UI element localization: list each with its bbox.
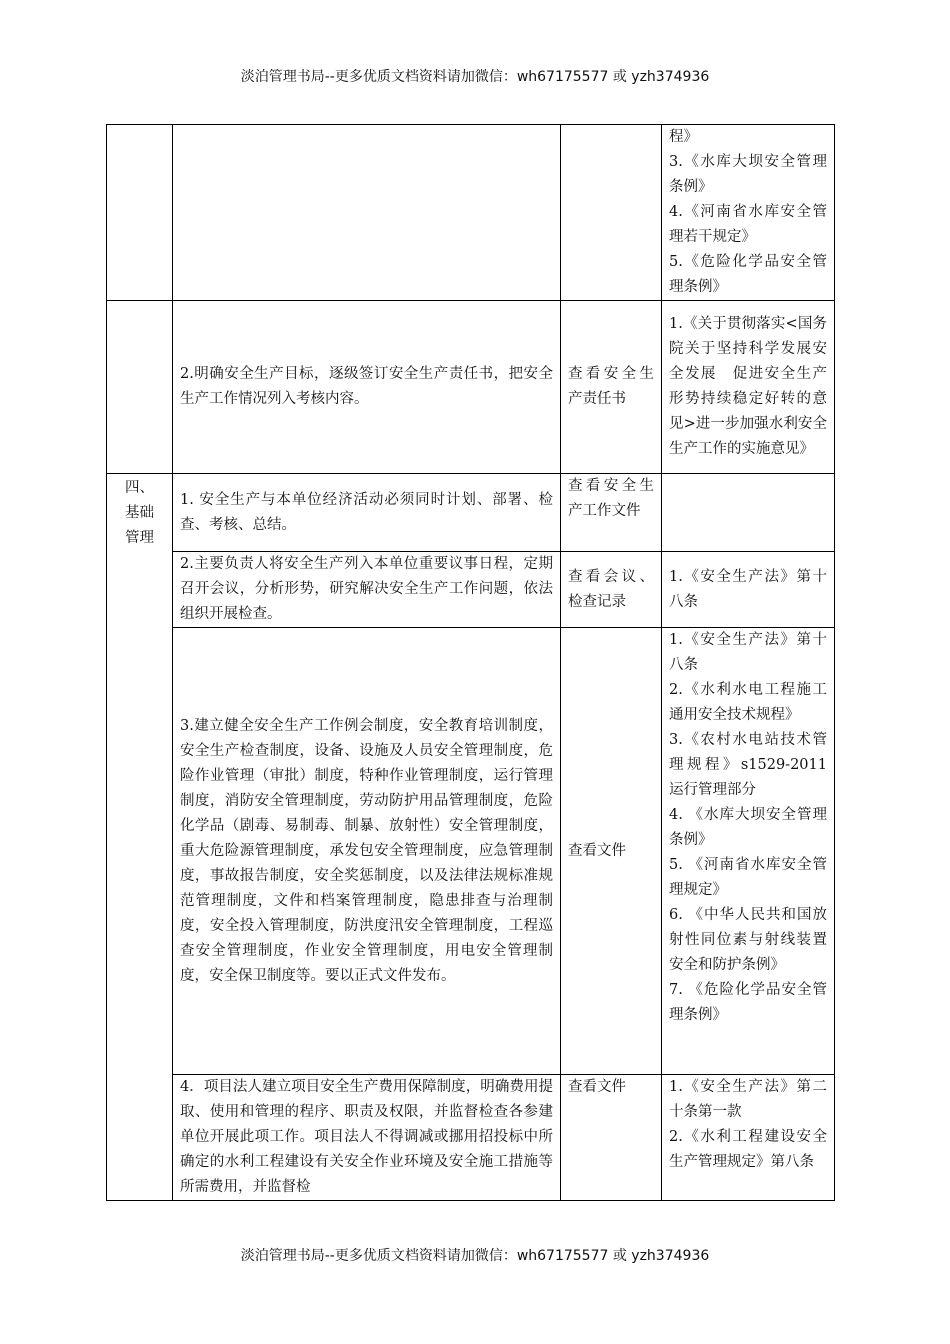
table-row xyxy=(107,552,835,628)
basis-item: 6. 《中华人民共和国放射性同位素与射线装置安全和防护条例》 xyxy=(669,907,827,973)
basis-item: 2.《水利工程建设安全生产管理规定》第八条 xyxy=(669,1129,827,1170)
basis-item: 5. 《河南省水库安全管理规定》 xyxy=(669,857,827,898)
basis-item: 4. 《水库大坝安全管理条例》 xyxy=(669,807,827,848)
section-label: 管理 xyxy=(125,530,154,546)
requirement-cell: 2.明确安全生产目标，逐级签订安全生产责任书，把安全生产工作情况列入考核内容。 xyxy=(173,301,561,474)
basis-item: 2.《水利水电工程施工通用安全技术规程》 xyxy=(669,682,827,723)
section-label: 四、 xyxy=(125,480,154,496)
method-cell: 查看文件 xyxy=(561,1075,662,1201)
basis-cell xyxy=(662,628,835,1075)
table-row xyxy=(107,301,835,474)
requirement-cell: 2.主要负责人将安全生产列入本单位重要议事日程，定期召开会议，分析形势，研究解决安全生产工作问题，依法组织开展检查。 xyxy=(173,552,561,628)
basis-item: 1.《安全生产法》第二十条第一款 xyxy=(669,1079,827,1120)
basis-cell: 1.《关于贯彻落实<国务院关于坚持科学发展安全发展 促进安全生产形势持续稳定好转的意见>进一步加强水利安全生产工作的实施意见》 xyxy=(662,301,835,474)
requirement-cell xyxy=(173,125,561,301)
method-cell: 查看文件 xyxy=(561,628,662,1075)
method-cell: 查看安全生产责任书 xyxy=(561,301,662,474)
basis-cell xyxy=(662,125,835,301)
basis-item: 5.《危险化学品安全管理条例》 xyxy=(669,254,827,295)
requirement-cell: 3.建立健全安全生产工作例会制度，安全教育培训制度，安全生产检查制度，设备、设施及人员安全管理制度，危险作业管理（审批）制度，特种作业管理制度，运行管理制度，消防安全管理制度，劳动防护用品管理制度，危险化学品（剧毒、易制毒、制暴、放射性）安全管理制度，重大危险源管理制度，承发包安全管理制度，应急管理制度，事故报告制度，安全奖惩制度，以及法律法规标准规范管理制度，文件和档案管理制度，隐患排查与治理制度，安全投入管理制度，防洪度汛安全管理制度，工程巡查安全管理制度，作业安全管理制度，用电安全管理制度，安全保卫制度等。要以正式文件发布。 xyxy=(173,628,561,1075)
table-row xyxy=(107,1075,835,1201)
table-row xyxy=(107,628,835,1075)
basis-item: 4.《河南省水库安全管理若干规定》 xyxy=(669,204,827,245)
inspection-table xyxy=(106,124,835,1201)
section-cell xyxy=(107,125,173,301)
requirement-cell: 4．项目法人建立项目安全生产费用保障制度，明确费用提取、使用和管理的程序、职责及权限，并监督检查各参建单位开展此项工作。项目法人不得调减或挪用招投标中所确定的水利工程建设有关安全作业环境及安全施工措施等所需费用，并监督检 xyxy=(173,1075,561,1201)
page-footer: 淡泊管理书局--更多优质文档资料请加微信：wh67175577 或 yzh374936 xyxy=(240,1248,710,1264)
basis-item: 程》 xyxy=(669,129,698,145)
basis-item: 1.《安全生产法》第十八条 xyxy=(669,632,827,673)
table-row xyxy=(107,474,835,552)
requirement-cell: 1. 安全生产与本单位经济活动必须同时计划、部署、检查、考核、总结。 xyxy=(173,474,561,552)
section-cell xyxy=(107,301,173,474)
basis-cell xyxy=(662,474,835,552)
section-label-cell xyxy=(107,474,173,1201)
method-cell xyxy=(561,125,662,301)
page-header: 淡泊管理书局--更多优质文档资料请加微信：wh67175577 或 yzh374936 xyxy=(240,69,710,85)
section-label: 基础 xyxy=(125,505,154,521)
method-cell: 查看会议、检查记录 xyxy=(561,552,662,628)
basis-item: 7. 《危险化学品安全管理条例》 xyxy=(669,982,827,1023)
basis-item: 3.《农村水电站技术管理规程》s1529-2011运行管理部分 xyxy=(669,732,827,798)
basis-item: 3.《水库大坝安全管理条例》 xyxy=(669,154,827,195)
method-cell: 查看安全生产工作文件 xyxy=(561,474,662,552)
table-row xyxy=(107,125,835,301)
basis-cell xyxy=(662,1075,835,1201)
basis-cell: 1.《安全生产法》第十八条 xyxy=(662,552,835,628)
